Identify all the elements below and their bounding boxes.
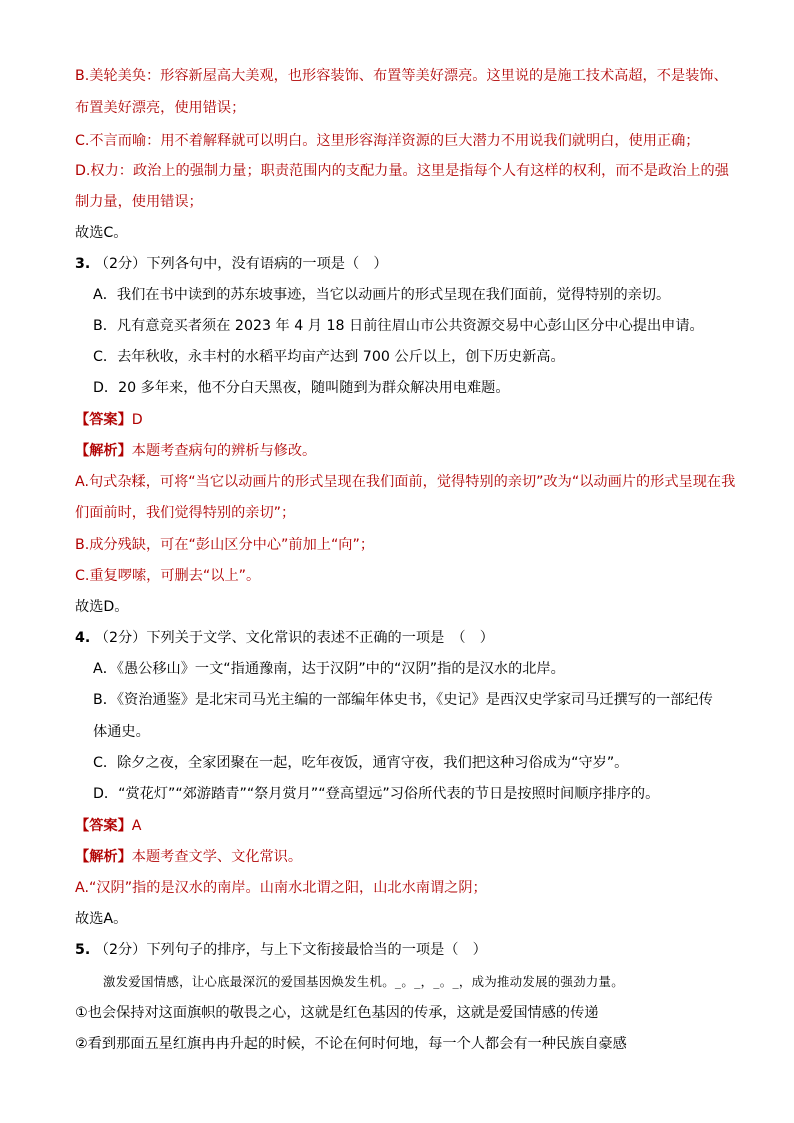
q5-item-2: ②看到那面五星红旗冉冉升起的时候，不论在何时何地，每一个人都会有一种民族自豪感 [75, 1036, 627, 1052]
explanation-d-line1: D.权力：政治上的强制力量；职责范围内的支配力量。这里是指每个人有这样的权利，而不是政治上的强 [75, 163, 729, 179]
analysis-text: 本题考查病句的辨析与修改。 [131, 443, 317, 459]
answer-value: D [131, 412, 143, 428]
question-number: 4. [75, 630, 91, 646]
q3-option-c: C．去年秋收，永丰村的水稻平均亩产达到 700 公斤以上，创下历史新高。 [93, 349, 565, 365]
q3-explanation-b: B.成分残缺，可在“彭山区分中心”前加上“向”； [75, 537, 375, 553]
question-text: （2分）下列句子的排序，与上下文衔接最恰当的一项是（ ） [94, 942, 487, 958]
q3-explanation-a-line1: A.句式杂糅，可将“当它以动画片的形式呈现在我们面前，觉得特别的亲切”改为“以动画片的形式呈现在我 [75, 474, 736, 490]
question-number: 3. [75, 256, 91, 272]
question-text: （2分）下列关于文学、文化常识的表述不正确的一项是 （ ） [94, 630, 494, 646]
question-4-stem [75, 628, 494, 648]
explanation-b-line1: B.美轮美奂：形容新屋高大美观，也形容装饰、布置等美好漂亮。这里说的是施工技术高超，不是装饰、 [75, 68, 728, 84]
explanation-b-line2: 布置美好漂亮，使用错误； [75, 100, 246, 116]
q3-option-b: B．凡有意竞买者须在 2023 年 4 月 18 日前往眉山市公共资源交易中心彭山区分中心提出申请。 [93, 318, 704, 334]
q4-option-c: C．除夕之夜，全家团聚在一起，吃年夜饭，通宵守夜，我们把这种习俗成为“守岁”。 [93, 755, 629, 771]
q3-option-a: A．我们在书中读到的苏东坡事迹，当它以动画片的形式呈现在我们面前，觉得特别的亲切。 [93, 287, 671, 303]
q3-conclusion: 故选D。 [75, 599, 129, 615]
q4-conclusion: 故选A。 [75, 911, 128, 927]
q3-option-d: D．20 多年来，他不分白天黑夜，随叫随到为群众解决用电难题。 [93, 380, 510, 396]
explanation-d-line2: 制力量，使用错误； [75, 194, 203, 210]
question-number: 5. [75, 942, 91, 958]
analysis-label: 【解析】 [75, 849, 132, 865]
question-5-stem [75, 940, 487, 960]
q3-analysis [75, 441, 316, 461]
analysis-label: 【解析】 [75, 443, 132, 459]
q3-explanation-a-line2: 们面前时，我们觉得特别的亲切”； [75, 505, 296, 521]
q4-analysis [75, 847, 302, 867]
answer-label: 【答案】 [75, 818, 132, 834]
answer-label: 【答案】 [75, 412, 132, 428]
q4-option-b-line2: 体通史。 [93, 724, 150, 740]
question-text: （2分）下列各句中，没有语病的一项是（ ） [94, 256, 388, 272]
q3-answer [75, 410, 143, 430]
analysis-text: 本题考查文学、文化常识。 [131, 849, 303, 865]
answer-value: A [131, 818, 142, 834]
conclusion-q2: 故选C。 [75, 225, 128, 241]
q4-option-d: D．“赏花灯”“郊游踏青”“祭月赏月”“登高望远”习俗所代表的节日是按照时间顺序排序的。 [93, 786, 660, 802]
question-3-stem [75, 254, 388, 274]
explanation-c: C.不言而喻：用不着解释就可以明白。这里形容海洋资源的巨大潜力不用说我们就明白，使用正确； [75, 133, 700, 149]
q4-answer [75, 816, 141, 836]
q3-explanation-c: C.重复啰嗦，可删去“以上”。 [75, 568, 261, 584]
q5-context-passage: 激发爱国情感，让心底最深沉的爱国基因焕发生机。_。_，_。_，成为推动发展的强劲力量。 [103, 974, 624, 989]
q4-explanation: A.“汉阴”指的是汉水的南岸。山南水北谓之阳，山北水南谓之阴； [75, 880, 487, 896]
q4-option-a: A．《愚公移山》一文“指通豫南，达于汉阴”中的“汉阴”指的是汉水的北岸。 [93, 661, 565, 677]
q4-option-b-line1: B．《资治通鉴》是北宋司马光主编的一部编年体史书，《史记》是西汉史学家司马迁撰写的一部纪传 [93, 692, 713, 708]
q5-item-1: ①也会保持对这面旗帜的敬畏之心，这就是红色基因的传承，这就是爱国情感的传递 [75, 1005, 599, 1021]
